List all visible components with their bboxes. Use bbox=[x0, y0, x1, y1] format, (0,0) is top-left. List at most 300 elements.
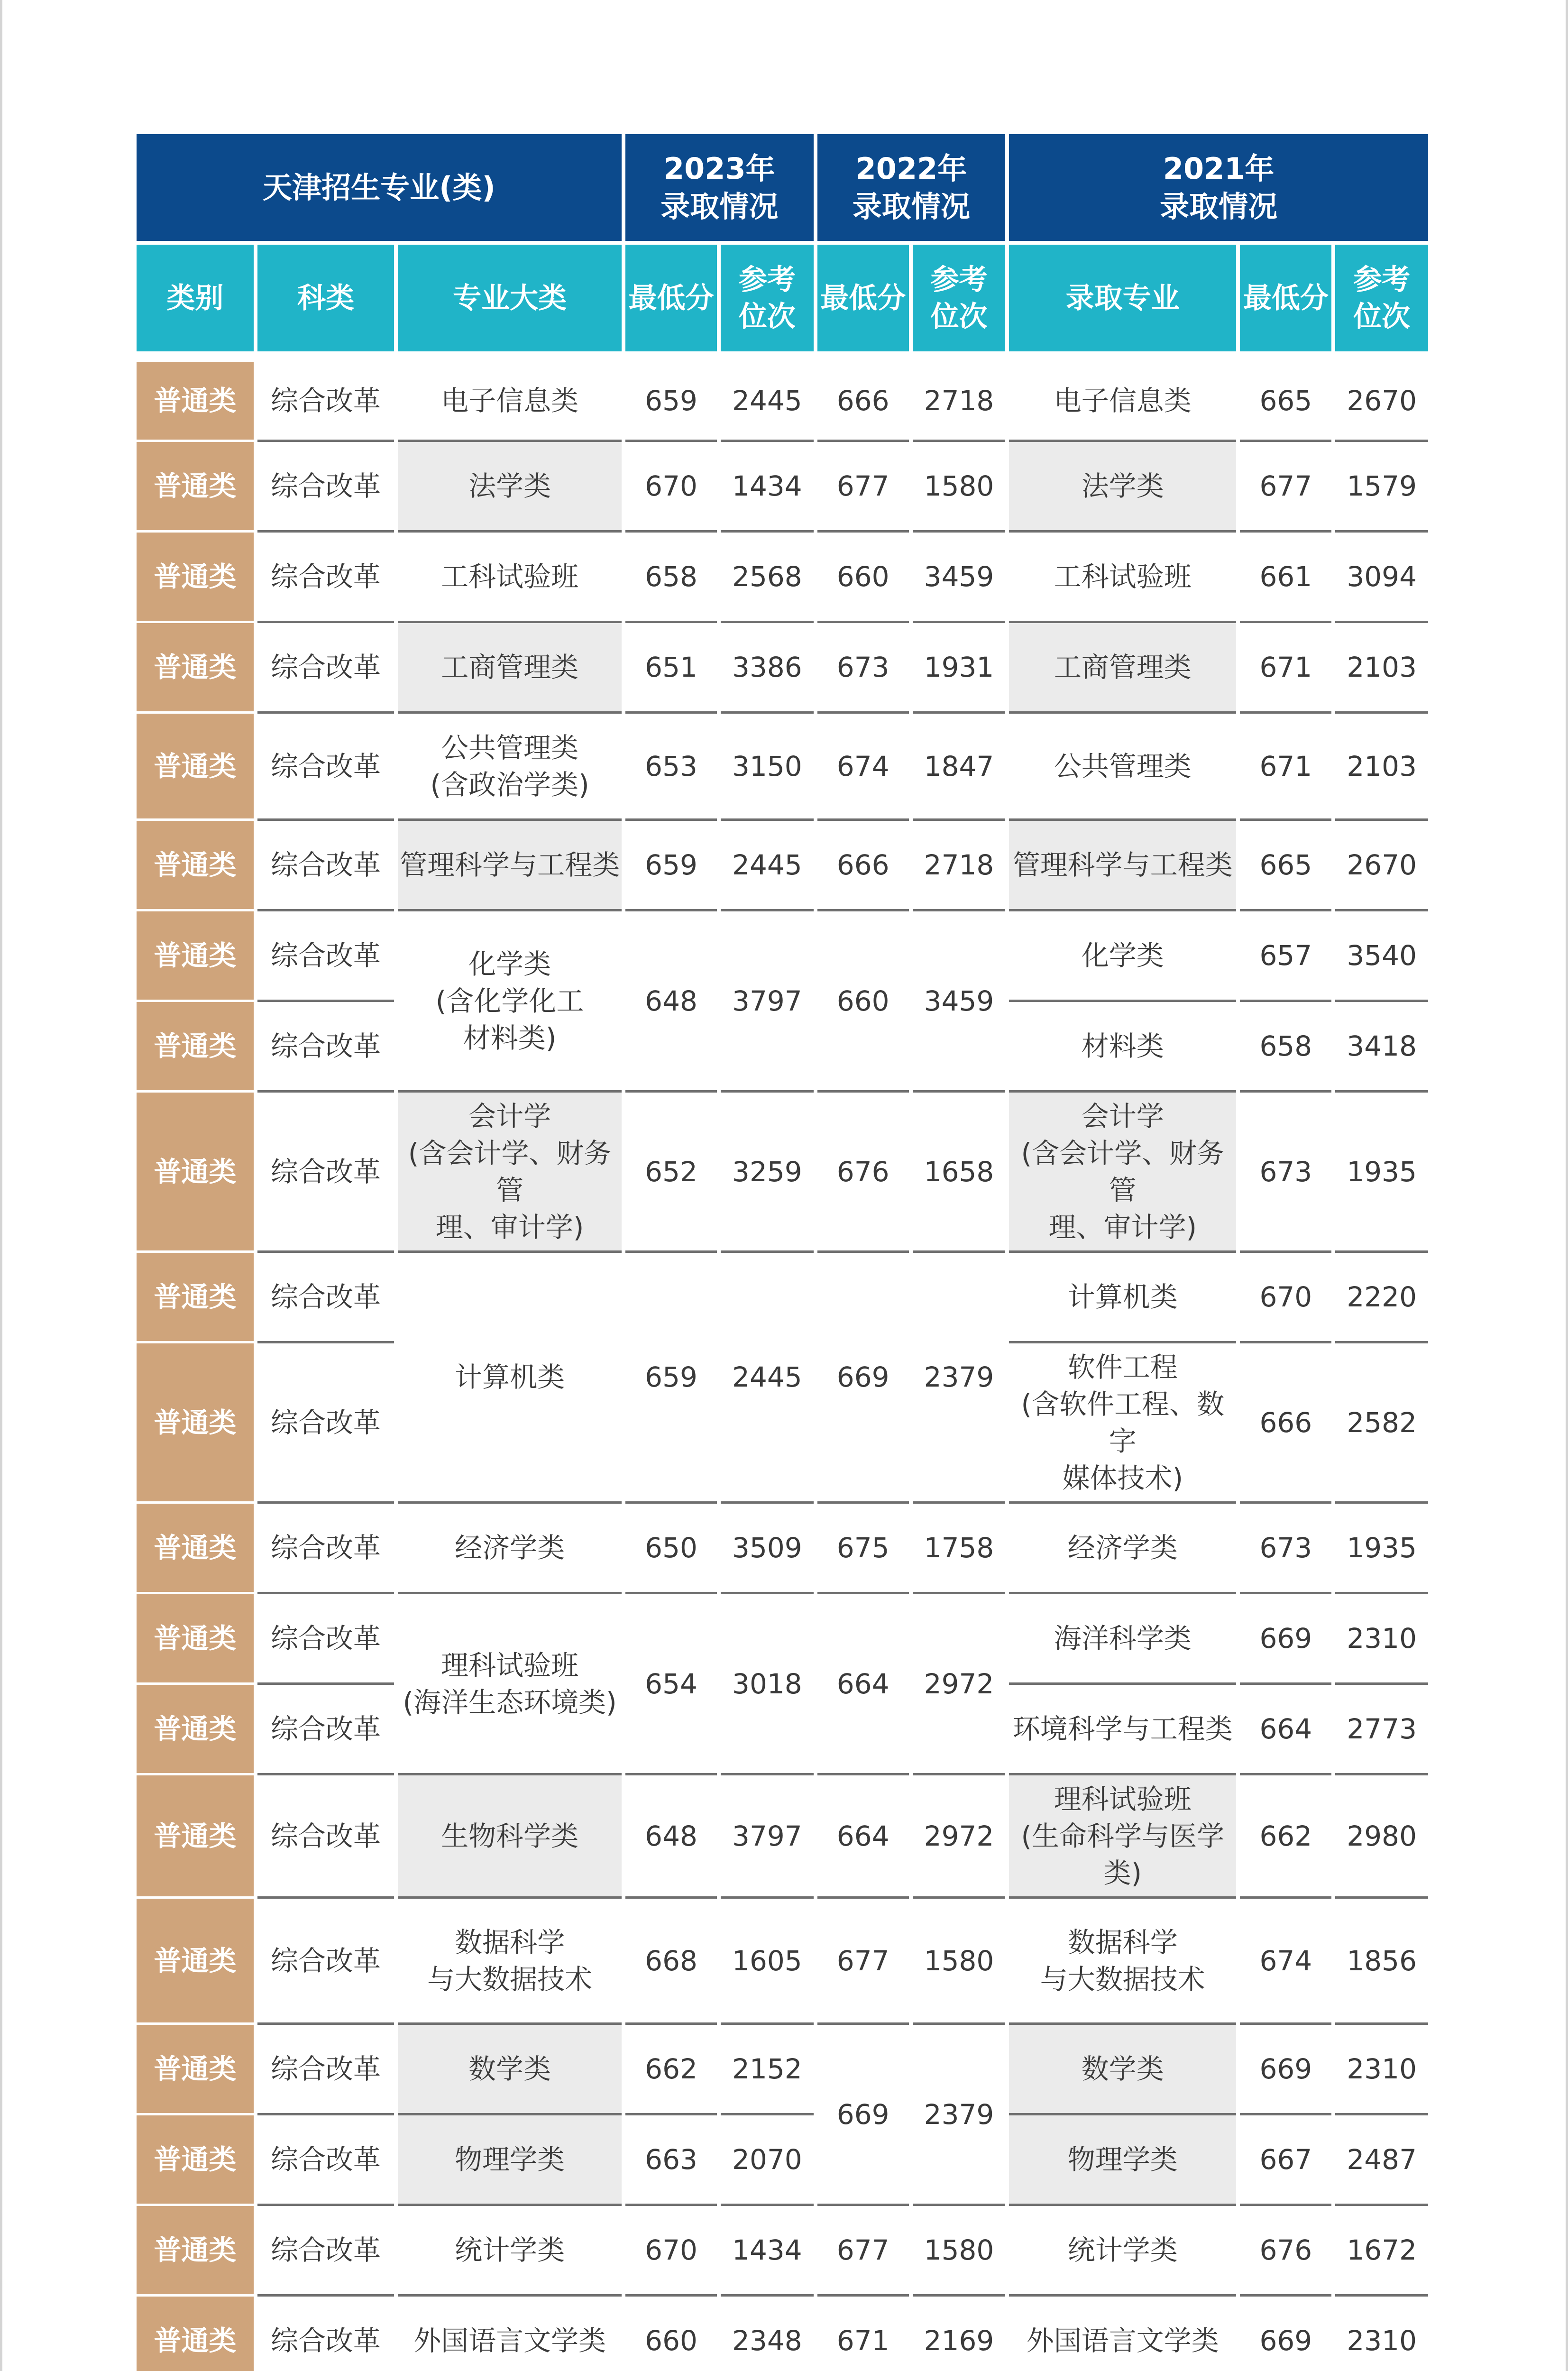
rank-2023-cell-text: 2445 bbox=[732, 1361, 802, 1393]
subheader-subject: 科类 bbox=[257, 241, 394, 351]
category-cell bbox=[137, 533, 254, 623]
min-score-2023-cell bbox=[625, 2206, 717, 2297]
subject-cell-text: 综合改革 bbox=[271, 2053, 381, 2085]
rank-2021-cell-text: 2670 bbox=[1347, 385, 1417, 417]
category-cell-text: 普通类 bbox=[154, 1155, 237, 1188]
rank-2023-cell bbox=[721, 2025, 814, 2115]
min-score-2023-cell-text: 653 bbox=[645, 750, 697, 782]
rank-2023-cell bbox=[721, 351, 814, 442]
rank-2023-cell bbox=[721, 533, 814, 623]
rank-2022-cell bbox=[913, 1504, 1006, 1594]
category-cell-text: 普通类 bbox=[154, 651, 237, 683]
rank-2022-cell bbox=[913, 2206, 1006, 2297]
major-cell-text: 生物科学类 bbox=[441, 1820, 579, 1852]
subject-cell bbox=[257, 1002, 394, 1093]
major-2021-cell-text: 海洋科学类 bbox=[1054, 1622, 1192, 1654]
min-score-2023-cell-text: 659 bbox=[645, 1361, 697, 1393]
min-score-2021-cell-text: 667 bbox=[1259, 2143, 1312, 2176]
min-score-2021-cell-text: 661 bbox=[1259, 561, 1312, 593]
category-cell bbox=[137, 821, 254, 911]
min-score-2023-cell-text: 670 bbox=[645, 2234, 697, 2266]
category-cell bbox=[137, 2297, 254, 2371]
rank-2022-cell bbox=[913, 1594, 1006, 1775]
rank-2023-cell-text: 3797 bbox=[732, 1820, 802, 1852]
major-2021-cell-text: 物理学类 bbox=[1067, 2143, 1178, 2176]
rank-2022-cell-text: 1580 bbox=[924, 2234, 994, 2266]
rank-2022-cell-text: 2169 bbox=[924, 2325, 994, 2357]
rank-2023-cell-text: 2568 bbox=[732, 561, 802, 593]
major-2021-cell-text: 经济学类 bbox=[1067, 1532, 1178, 1564]
rank-2022-cell bbox=[913, 351, 1006, 442]
header-year-2022: 2022年 录取情况 bbox=[817, 134, 1006, 241]
rank-2021-cell bbox=[1335, 2206, 1428, 2297]
min-score-2022-cell bbox=[817, 533, 909, 623]
category-cell bbox=[137, 1504, 254, 1594]
rank-2021-cell-text: 2103 bbox=[1347, 651, 1417, 683]
major-2021-cell-text: 软件工程 (含软件工程、数字 媒体技术) bbox=[1021, 1351, 1225, 1494]
min-score-2021-cell bbox=[1240, 1899, 1331, 2025]
min-score-2023-cell-text: 651 bbox=[645, 651, 697, 683]
category-cell bbox=[137, 351, 254, 442]
subject-cell bbox=[257, 1775, 394, 1899]
major-2021-cell bbox=[1009, 1504, 1236, 1594]
rank-2022-cell bbox=[913, 1093, 1006, 1253]
min-score-2021-cell-text: 669 bbox=[1259, 1622, 1312, 1654]
major-2021-cell bbox=[1009, 714, 1236, 821]
category-cell bbox=[137, 2025, 254, 2115]
rank-2023-cell-text: 2152 bbox=[732, 2053, 802, 2085]
rank-2023-cell-text: 1605 bbox=[732, 1944, 802, 1977]
category-cell-text: 普通类 bbox=[154, 1532, 237, 1564]
major-cell-text: 工商管理类 bbox=[441, 651, 579, 683]
rank-2021-cell bbox=[1335, 821, 1428, 911]
min-score-2022-cell bbox=[817, 351, 909, 442]
table-row bbox=[137, 821, 1428, 911]
major-cell bbox=[398, 1899, 622, 2025]
min-score-2021-cell-text: 662 bbox=[1259, 1820, 1312, 1852]
min-score-2023-cell-text: 654 bbox=[645, 1667, 697, 1700]
rank-2022-cell bbox=[913, 2297, 1006, 2371]
rank-2021-cell-text: 2310 bbox=[1347, 2325, 1417, 2357]
rank-2023-cell bbox=[721, 442, 814, 533]
subject-cell bbox=[257, 714, 394, 821]
rank-2021-cell bbox=[1335, 1253, 1428, 1343]
rank-2021-cell-text: 1935 bbox=[1347, 1532, 1417, 1564]
min-score-2022-cell-text: 669 bbox=[836, 1361, 889, 1393]
min-score-2021-cell-text: 670 bbox=[1259, 1281, 1312, 1313]
subject-cell-text: 综合改革 bbox=[271, 470, 381, 502]
major-2021-cell bbox=[1009, 1899, 1236, 2025]
rank-2023-cell-text: 3018 bbox=[732, 1667, 802, 1700]
major-2021-cell bbox=[1009, 821, 1236, 911]
subject-cell bbox=[257, 623, 394, 714]
rank-2021-cell-text: 2220 bbox=[1347, 1281, 1417, 1313]
subject-cell-text: 综合改革 bbox=[271, 561, 381, 593]
rank-2023-cell bbox=[721, 1594, 814, 1775]
min-score-2023-cell-text: 648 bbox=[645, 1820, 697, 1852]
subject-cell bbox=[257, 1685, 394, 1775]
min-score-2021-cell bbox=[1240, 2206, 1331, 2297]
rank-2021-cell-text: 2310 bbox=[1347, 1622, 1417, 1654]
min-score-2023-cell bbox=[625, 1504, 717, 1594]
rank-2021-cell bbox=[1335, 1775, 1428, 1899]
subject-cell-text: 综合改革 bbox=[271, 1532, 381, 1564]
rank-2022-cell bbox=[913, 442, 1006, 533]
rank-2021-cell bbox=[1335, 442, 1428, 533]
min-score-2023-cell-text: 659 bbox=[645, 385, 697, 417]
min-score-2022-cell-text: 664 bbox=[836, 1820, 889, 1852]
rank-2021-cell bbox=[1335, 623, 1428, 714]
major-2021-cell bbox=[1009, 2206, 1236, 2297]
min-score-2021-cell bbox=[1240, 821, 1331, 911]
min-score-2021-cell-text: 669 bbox=[1259, 2053, 1312, 2085]
min-score-2021-cell bbox=[1240, 351, 1331, 442]
min-score-2022-cell-text: 675 bbox=[836, 1532, 889, 1564]
rank-2022-cell bbox=[913, 714, 1006, 821]
min-score-2022-cell-text: 677 bbox=[836, 470, 889, 502]
category-cell-text: 普通类 bbox=[154, 1820, 237, 1852]
major-cell bbox=[398, 442, 622, 533]
rank-2023-cell-text: 2445 bbox=[732, 849, 802, 881]
major-cell-text: 电子信息类 bbox=[441, 385, 579, 417]
min-score-2023-cell bbox=[625, 351, 717, 442]
major-cell-text: 统计学类 bbox=[455, 2234, 565, 2266]
category-cell-text: 普通类 bbox=[154, 1944, 237, 1977]
min-score-2022-cell-text: 677 bbox=[836, 2234, 889, 2266]
subject-cell-text: 综合改革 bbox=[271, 939, 381, 972]
min-score-2023-cell bbox=[625, 1253, 717, 1504]
rank-2022-cell bbox=[913, 1899, 1006, 2025]
subject-cell-text: 综合改革 bbox=[271, 1820, 381, 1852]
min-score-2023-cell-text: 648 bbox=[645, 984, 697, 1017]
major-cell bbox=[398, 1253, 622, 1504]
major-cell bbox=[398, 1775, 622, 1899]
major-2021-cell-text: 统计学类 bbox=[1067, 2234, 1178, 2266]
table-row bbox=[137, 714, 1428, 821]
major-2021-cell-text: 计算机类 bbox=[1067, 1281, 1178, 1313]
major-cell bbox=[398, 2206, 622, 2297]
table-row bbox=[137, 2206, 1428, 2297]
rank-2022-cell bbox=[913, 623, 1006, 714]
min-score-2021-cell bbox=[1240, 1002, 1331, 1093]
major-2021-cell bbox=[1009, 1343, 1236, 1504]
min-score-2021-cell-text: 673 bbox=[1259, 1155, 1312, 1188]
rank-2021-cell-text: 2310 bbox=[1347, 2053, 1417, 2085]
rank-2023-cell-text: 2445 bbox=[732, 385, 802, 417]
major-2021-cell bbox=[1009, 1002, 1236, 1093]
major-2021-cell-text: 外国语言文学类 bbox=[1026, 2325, 1219, 2357]
major-2021-cell-text: 环境科学与工程类 bbox=[1012, 1713, 1233, 1745]
min-score-2021-cell bbox=[1240, 442, 1331, 533]
major-cell-text: 工科试验班 bbox=[441, 561, 579, 593]
min-score-2021-cell bbox=[1240, 1685, 1331, 1775]
rank-2021-cell bbox=[1335, 2115, 1428, 2206]
rank-2021-cell bbox=[1335, 2025, 1428, 2115]
min-score-2022-cell bbox=[817, 714, 909, 821]
min-score-2022-cell bbox=[817, 623, 909, 714]
category-cell bbox=[137, 1685, 254, 1775]
subject-cell-text: 综合改革 bbox=[271, 1155, 381, 1188]
header-year-2023: 2023年 录取情况 bbox=[625, 134, 814, 241]
major-cell-text: 数学类 bbox=[468, 2053, 551, 2085]
subject-cell bbox=[257, 2297, 394, 2371]
subject-cell-text: 综合改革 bbox=[271, 2143, 381, 2176]
rank-2022-cell-text: 2379 bbox=[924, 2098, 994, 2131]
major-2021-cell bbox=[1009, 1594, 1236, 1685]
major-2021-cell-text: 材料类 bbox=[1081, 1030, 1164, 1062]
major-cell-text: 经济学类 bbox=[455, 1532, 565, 1564]
category-cell-text: 普通类 bbox=[154, 2234, 237, 2266]
rank-2021-cell-text: 2773 bbox=[1347, 1713, 1417, 1745]
table-row bbox=[137, 1899, 1428, 2025]
rank-2022-cell bbox=[913, 911, 1006, 1093]
major-2021-cell bbox=[1009, 442, 1236, 533]
major-2021-cell-text: 数学类 bbox=[1081, 2053, 1164, 2085]
major-2021-cell-text: 法学类 bbox=[1081, 470, 1164, 502]
min-score-2022-cell bbox=[817, 911, 909, 1093]
table-row bbox=[137, 533, 1428, 623]
major-2021-cell-text: 工商管理类 bbox=[1054, 651, 1192, 683]
rank-2023-cell bbox=[721, 1504, 814, 1594]
category-cell-text: 普通类 bbox=[154, 939, 237, 972]
major-cell-text: 外国语言文学类 bbox=[413, 2325, 606, 2357]
major-2021-cell-text: 管理科学与工程类 bbox=[1012, 849, 1233, 881]
category-cell bbox=[137, 714, 254, 821]
rank-2021-cell bbox=[1335, 1343, 1428, 1504]
major-2021-cell-text: 数据科学 与大数据技术 bbox=[1040, 1926, 1205, 1995]
category-cell-text: 普通类 bbox=[154, 1030, 237, 1062]
min-score-2023-cell-text: 662 bbox=[645, 2053, 697, 2085]
min-score-2023-cell bbox=[625, 1093, 717, 1253]
subheader-category: 类别 bbox=[137, 241, 254, 351]
subject-cell bbox=[257, 442, 394, 533]
rank-2023-cell bbox=[721, 1253, 814, 1504]
major-cell-text: 管理科学与工程类 bbox=[400, 849, 620, 881]
major-2021-cell bbox=[1009, 2025, 1236, 2115]
min-score-2023-cell bbox=[625, 1594, 717, 1775]
major-cell-text: 法学类 bbox=[468, 470, 551, 502]
subheader-rank-2023: 参考 位次 bbox=[721, 241, 814, 351]
category-cell-text: 普通类 bbox=[154, 2325, 237, 2357]
rank-2022-cell-text: 3459 bbox=[924, 984, 994, 1017]
major-cell bbox=[398, 533, 622, 623]
rank-2021-cell-text: 1672 bbox=[1347, 2234, 1417, 2266]
rank-2022-cell-text: 2718 bbox=[924, 849, 994, 881]
subject-cell bbox=[257, 1594, 394, 1685]
major-cell bbox=[398, 1594, 622, 1775]
rank-2023-cell bbox=[721, 821, 814, 911]
subheader-major: 专业大类 bbox=[398, 241, 622, 351]
min-score-2022-cell-text: 664 bbox=[836, 1667, 889, 1700]
min-score-2022-cell-text: 660 bbox=[836, 561, 889, 593]
category-cell-text: 普通类 bbox=[154, 849, 237, 881]
rank-2023-cell-text: 3797 bbox=[732, 984, 802, 1017]
major-2021-cell bbox=[1009, 351, 1236, 442]
min-score-2021-cell bbox=[1240, 533, 1331, 623]
min-score-2021-cell-text: 665 bbox=[1259, 385, 1312, 417]
major-cell bbox=[398, 1504, 622, 1594]
rank-2021-cell bbox=[1335, 2297, 1428, 2371]
rank-2022-cell bbox=[913, 1775, 1006, 1899]
table-row bbox=[137, 351, 1428, 442]
min-score-2021-cell-text: 665 bbox=[1259, 849, 1312, 881]
rank-2023-cell bbox=[721, 1093, 814, 1253]
table-row bbox=[137, 442, 1428, 533]
category-cell bbox=[137, 1093, 254, 1253]
rank-2022-cell-text: 2718 bbox=[924, 385, 994, 417]
major-cell bbox=[398, 351, 622, 442]
min-score-2021-cell bbox=[1240, 714, 1331, 821]
admission-table-container bbox=[137, 134, 1436, 2371]
major-2021-cell-text: 化学类 bbox=[1081, 939, 1164, 972]
min-score-2021-cell-text: 671 bbox=[1259, 750, 1312, 782]
rank-2023-cell-text: 1434 bbox=[732, 470, 802, 502]
min-score-2022-cell-text: 677 bbox=[836, 1944, 889, 1977]
min-score-2021-cell bbox=[1240, 1775, 1331, 1899]
rank-2023-cell bbox=[721, 2115, 814, 2206]
major-cell-text: 计算机类 bbox=[455, 1361, 565, 1393]
min-score-2022-cell-text: 666 bbox=[836, 385, 889, 417]
rank-2022-cell-text: 2972 bbox=[924, 1820, 994, 1852]
rank-2022-cell-text: 1580 bbox=[924, 1944, 994, 1977]
min-score-2023-cell bbox=[625, 533, 717, 623]
rank-2022-cell-text: 2379 bbox=[924, 1361, 994, 1393]
header-specialty: 天津招生专业(类) bbox=[137, 134, 622, 241]
min-score-2022-cell bbox=[817, 2025, 909, 2206]
rank-2022-cell bbox=[913, 821, 1006, 911]
min-score-2022-cell bbox=[817, 1775, 909, 1899]
rank-2023-cell bbox=[721, 2206, 814, 2297]
rank-2021-cell-text: 1579 bbox=[1347, 470, 1417, 502]
rank-2022-cell-text: 1847 bbox=[924, 750, 994, 782]
major-cell-text: 会计学 (含会计学、财务管 理、审计学) bbox=[408, 1100, 612, 1243]
category-cell-text: 普通类 bbox=[154, 2143, 237, 2176]
subject-cell bbox=[257, 1253, 394, 1343]
table-row bbox=[137, 1253, 1428, 1343]
category-cell-text: 普通类 bbox=[154, 561, 237, 593]
min-score-2021-cell-text: 664 bbox=[1259, 1713, 1312, 1745]
rank-2021-cell bbox=[1335, 911, 1428, 1002]
header-year-2021: 2021年 录取情况 bbox=[1009, 134, 1428, 241]
major-2021-cell bbox=[1009, 1093, 1236, 1253]
subject-cell-text: 综合改革 bbox=[271, 385, 381, 417]
subheader-min-score-2023: 最低分 bbox=[625, 241, 717, 351]
table-body bbox=[137, 351, 1428, 2371]
min-score-2021-cell bbox=[1240, 1093, 1331, 1253]
rank-2023-cell bbox=[721, 2297, 814, 2371]
major-2021-cell bbox=[1009, 623, 1236, 714]
subject-cell-text: 综合改革 bbox=[271, 2234, 381, 2266]
min-score-2021-cell-text: 658 bbox=[1259, 1030, 1312, 1062]
subject-cell-text: 综合改革 bbox=[271, 750, 381, 782]
category-cell-text: 普通类 bbox=[154, 1622, 237, 1654]
major-cell bbox=[398, 911, 622, 1093]
subject-cell bbox=[257, 2115, 394, 2206]
min-score-2023-cell-text: 658 bbox=[645, 561, 697, 593]
rank-2021-cell-text: 2670 bbox=[1347, 849, 1417, 881]
min-score-2021-cell bbox=[1240, 623, 1331, 714]
min-score-2023-cell bbox=[625, 442, 717, 533]
category-cell-text: 普通类 bbox=[154, 1281, 237, 1313]
min-score-2023-cell bbox=[625, 821, 717, 911]
category-cell bbox=[137, 1775, 254, 1899]
major-cell-text: 公共管理类 (含政治学类) bbox=[430, 731, 589, 801]
table-row bbox=[137, 2025, 1428, 2115]
major-cell-text: 理科试验班 (海洋生态环境类) bbox=[403, 1649, 617, 1719]
subheader-rank-2021: 参考 位次 bbox=[1335, 241, 1428, 351]
min-score-2021-cell-text: 669 bbox=[1259, 2325, 1312, 2357]
min-score-2022-cell-text: 671 bbox=[836, 2325, 889, 2357]
table-row bbox=[137, 1093, 1428, 1253]
major-2021-cell bbox=[1009, 911, 1236, 1002]
rank-2021-cell-text: 2582 bbox=[1347, 1406, 1417, 1439]
major-cell-text: 物理学类 bbox=[455, 2143, 565, 2176]
table-row bbox=[137, 1594, 1428, 1685]
rank-2023-cell bbox=[721, 1899, 814, 2025]
rank-2021-cell bbox=[1335, 1504, 1428, 1594]
category-cell bbox=[137, 2115, 254, 2206]
min-score-2022-cell bbox=[817, 2297, 909, 2371]
rank-2021-cell bbox=[1335, 714, 1428, 821]
min-score-2022-cell bbox=[817, 1253, 909, 1504]
min-score-2021-cell bbox=[1240, 1594, 1331, 1685]
min-score-2023-cell-text: 650 bbox=[645, 1532, 697, 1564]
major-cell bbox=[398, 821, 622, 911]
rank-2023-cell-text: 2348 bbox=[732, 2325, 802, 2357]
min-score-2023-cell-text: 670 bbox=[645, 470, 697, 502]
major-2021-cell bbox=[1009, 2297, 1236, 2371]
major-cell-text: 化学类 (含化学化工 材料类) bbox=[435, 947, 584, 1054]
category-cell bbox=[137, 1343, 254, 1504]
subject-cell-text: 综合改革 bbox=[271, 849, 381, 881]
min-score-2021-cell bbox=[1240, 911, 1331, 1002]
table-row bbox=[137, 2297, 1428, 2371]
rank-2021-cell-text: 2103 bbox=[1347, 750, 1417, 782]
subheader-min-score-2021: 最低分 bbox=[1240, 241, 1331, 351]
rank-2021-cell-text: 3540 bbox=[1347, 939, 1417, 972]
min-score-2021-cell bbox=[1240, 1343, 1331, 1504]
min-score-2023-cell bbox=[625, 714, 717, 821]
rank-2021-cell bbox=[1335, 1594, 1428, 1685]
subject-cell bbox=[257, 2206, 394, 2297]
major-2021-cell bbox=[1009, 1775, 1236, 1899]
min-score-2021-cell-text: 673 bbox=[1259, 1532, 1312, 1564]
rank-2022-cell bbox=[913, 1253, 1006, 1504]
subject-cell bbox=[257, 1899, 394, 2025]
subject-cell-text: 综合改革 bbox=[271, 1713, 381, 1745]
major-cell-text: 数据科学 与大数据技术 bbox=[427, 1926, 593, 1995]
rank-2021-cell-text: 2980 bbox=[1347, 1820, 1417, 1852]
major-2021-cell bbox=[1009, 1253, 1236, 1343]
rank-2021-cell bbox=[1335, 1002, 1428, 1093]
rank-2023-cell-text: 1434 bbox=[732, 2234, 802, 2266]
min-score-2021-cell-text: 674 bbox=[1259, 1944, 1312, 1977]
rank-2023-cell bbox=[721, 1775, 814, 1899]
rank-2022-cell-text: 1658 bbox=[924, 1155, 994, 1188]
min-score-2023-cell bbox=[625, 2025, 717, 2115]
min-score-2023-cell bbox=[625, 623, 717, 714]
min-score-2022-cell bbox=[817, 1899, 909, 2025]
major-cell bbox=[398, 1093, 622, 1253]
subheader-rank-2022: 参考 位次 bbox=[913, 241, 1006, 351]
major-2021-cell-text: 理科试验班 (生命科学与医学类) bbox=[1021, 1783, 1225, 1889]
min-score-2023-cell-text: 660 bbox=[645, 2325, 697, 2357]
min-score-2022-cell bbox=[817, 1093, 909, 1253]
min-score-2023-cell bbox=[625, 1899, 717, 2025]
category-cell bbox=[137, 2206, 254, 2297]
major-2021-cell-text: 公共管理类 bbox=[1054, 750, 1192, 782]
min-score-2022-cell bbox=[817, 821, 909, 911]
